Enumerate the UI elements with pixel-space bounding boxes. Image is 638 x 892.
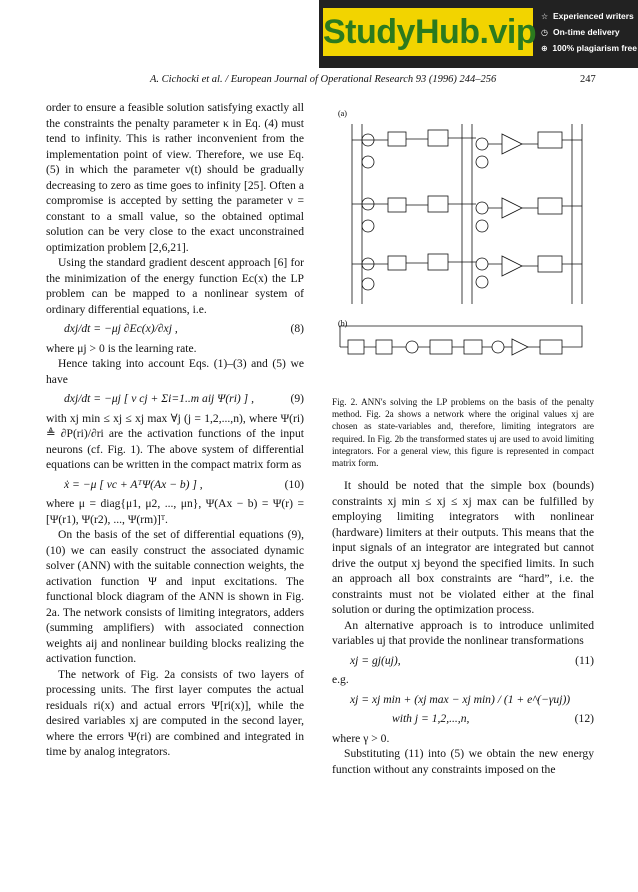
equation-number: (10): [284, 477, 304, 491]
paragraph: Hence taking into account Eqs. (1)–(3) and (5) we have: [46, 357, 304, 386]
studyhub-logo[interactable]: StudyHub.vip: [323, 8, 533, 56]
page-number: 247: [580, 74, 596, 85]
equation-body: dxj/dt = −μj [ ν cj + Σi=1..m aij Ψ(ri) ] ,: [64, 392, 254, 405]
equation-number: (8): [290, 322, 304, 335]
ad-banner[interactable]: [319, 0, 638, 68]
paragraph: Using the standard gradient descent approach [6] for the minimization of the energy function Ec(x) the LP problem can be mapped to a nonlinear system of ordinary differential equations, i.e.: [46, 256, 304, 316]
figure-label-b: (b): [338, 319, 348, 328]
running-title: A. Cichocki et al. / European Journal of Operational Research 93 (1996) 244–256: [150, 74, 497, 85]
equation-body: xj = gj(uj),: [350, 653, 401, 667]
equation-11: [332, 653, 594, 669]
perk-label: Experienced writers: [553, 11, 634, 21]
perk-label: On-time delivery: [553, 27, 620, 37]
star-icon: ☆: [541, 11, 549, 21]
figure-caption: Fig. 2. ANN's solving the LP problems on the basis of the penalty method. Fig. 2a shows a network where the original values xj are chosen as state-variables and, therefore, limiting integrators are required. In Fig. 2b the transformed states uj are used to avoid limiting integrators. For a general view, this figure is represented in compact matrix form.: [332, 397, 594, 469]
paragraph: where μj > 0 is the learning rate.: [46, 341, 197, 355]
figure-2-diagram: [332, 104, 596, 384]
equation-body: ẋ = −μ [ νc + AᵀΨ(Ax − b) ] ,: [64, 477, 203, 491]
shield-icon: ⊕: [541, 43, 548, 53]
paragraph: An alternative approach is to introduce unlimited variables uj that provide the nonlinear transformations: [332, 618, 594, 647]
equation-number: (12): [574, 712, 594, 725]
paragraph: where μ = diag{μ1, μ2, ..., μn}, Ψ(Ax − b) = Ψ(r) = [Ψ(r1), Ψ(r2), ..., Ψ(rm)]ᵀ.: [46, 497, 304, 526]
perk-item: [541, 8, 637, 24]
equation-12: [332, 692, 594, 708]
left-column: [46, 100, 304, 760]
perk-item: [541, 24, 637, 40]
perk-list: [541, 8, 637, 56]
equation-9: [46, 391, 304, 407]
network-compact-b: [340, 326, 582, 355]
equation-body: dxj/dt = −μj ∂Ec(x)/∂xj ,: [64, 322, 178, 335]
equation-body: with j = 1,2,...,n,: [392, 712, 470, 725]
paragraph: where γ > 0.: [332, 731, 390, 745]
equation-10: [46, 477, 304, 493]
paragraph: It should be noted that the simple box (bounds) constraints xj min ≤ xj ≤ xj max can be fulfilled by employing limiting integrators with nonlinear (hardware) limiters at their outputs. This means that the input signals of an integrator are integrated but cannot drive the output xj beyond the specified limits. In such an approach all box constraints are “hard”, i.e. the constraints must not be violated either at the final solution or during the optimization process.: [332, 479, 594, 616]
equation-number: (9): [290, 392, 304, 405]
right-column: [332, 478, 594, 777]
perk-item: [541, 40, 637, 56]
equation-8: [46, 321, 304, 337]
figure-label-a: (a): [338, 109, 347, 118]
paragraph: with xj min ≤ xj ≤ xj max ∀j (j = 1,2,...,n), where Ψ(ri) ≜ ∂P(ri)/∂ri are the activation functions of the input neurons (cf. Fig. 1). The above system of differential equations can be written in the compact matrix form as: [46, 411, 304, 471]
paragraph: The network of Fig. 2a consists of two layers of processing units. The first layer computes the actual residuals ri(x) and actual errors Ψ[ri(x)], while the desired variables xj are computed in the second layer, where the errors Ψ(ri) are combined and integrated in time by analog integrators.: [46, 667, 304, 758]
paragraph: order to ensure a feasible solution satisfying exactly all the constraints the penalty parameter κ in Eq. (4) must tend to infinity. This is rather inconvenient from the implementation point of view. Therefore, we use Eq. (5) in which the parameter ν(t) should be gradually decreasing to zero as time goes to infinity [25]. Often a compromise is accepted by setting the parameter ν = constant to a small value, so the obtained optimal solution can be very close to the exact unconstrained optimization problem [2,6,21].: [46, 101, 304, 254]
equation-number: (11): [575, 653, 594, 667]
perk-label: 100% plagiarism free: [552, 43, 637, 53]
equation-12-condition: [332, 711, 594, 727]
equation-body: xj = xj min + (xj max − xj min) / (1 + e^(−γuj)): [350, 692, 571, 706]
paragraph: e.g.: [332, 673, 349, 686]
paragraph: Substituting (11) into (5) we obtain the new energy function without any constraints imposed on the: [332, 747, 594, 776]
paragraph: On the basis of the set of differential equations (9), (10) we can easily construct the associated dynamic solver (ANN) with the suitable connection weights, the activation function Ψ and input excitations. The functional block diagram of the ANN is shown in Fig. 2a. The network consists of limiting integrators, adders (summing amplifiers) with associated connection weights aij and nonlinear building blocks realizing the activation function.: [46, 528, 304, 665]
clock-icon: ◷: [541, 27, 548, 37]
